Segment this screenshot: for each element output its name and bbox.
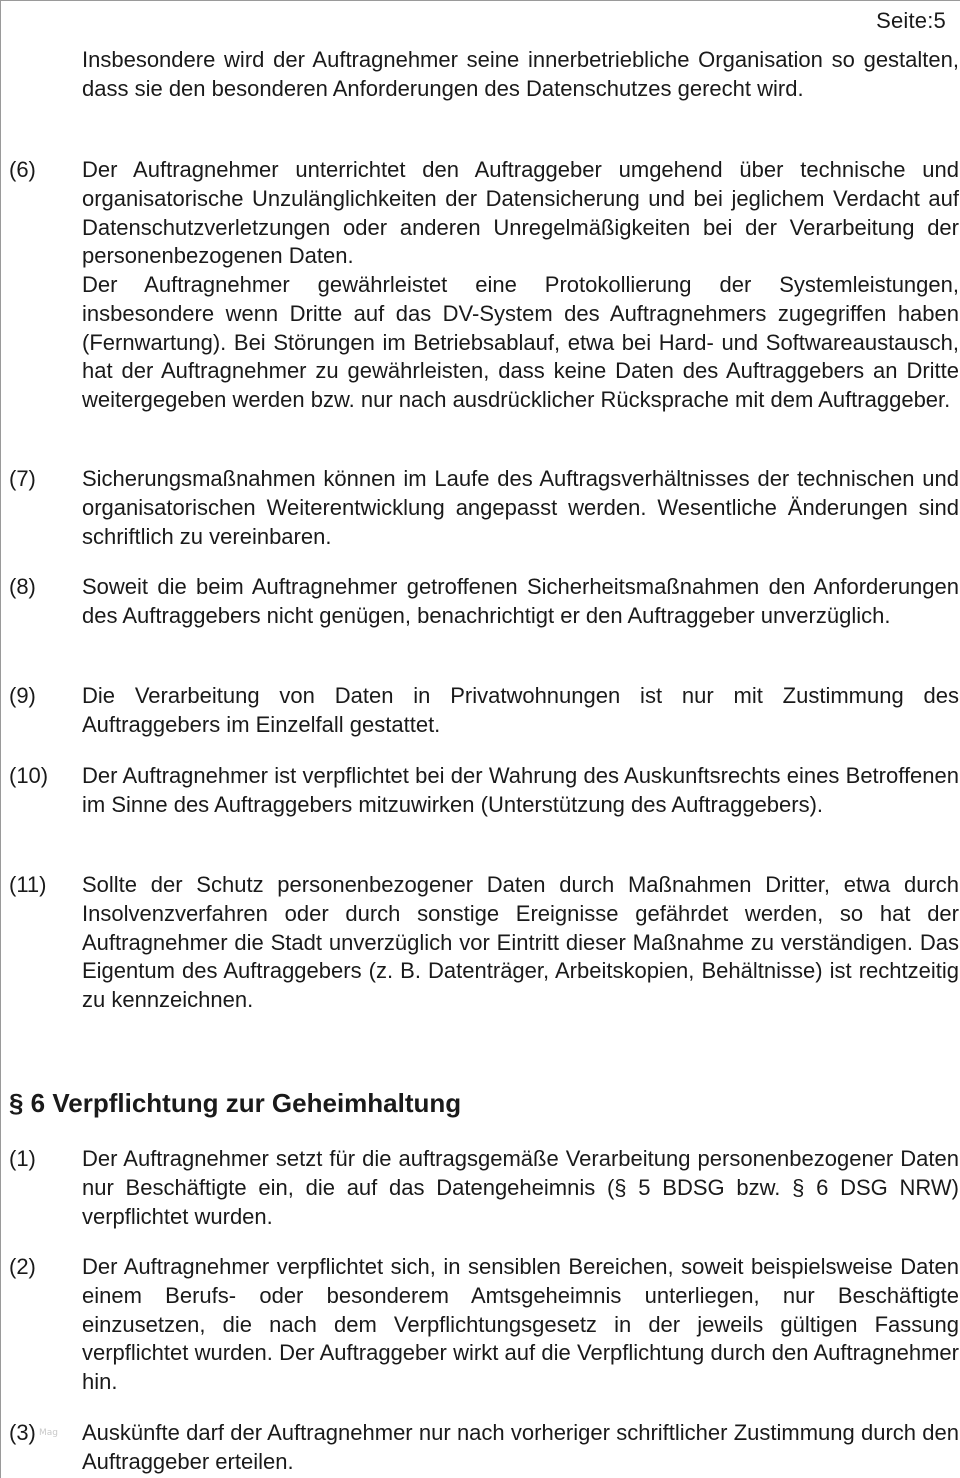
section-number: (8) [9,574,36,599]
section-number: (6) [9,157,36,182]
section-heading: § 6 Verpflichtung zur Geheimhaltung [9,1088,462,1118]
section-paragraph: Auskünfte darf der Auftragnehmer nur nach vorheriger schriftlicher Zustimmung durch den Auftraggeber erteilen. [82,1420,959,1474]
page-number: Seite:5 [876,8,946,33]
section-paragraph: Soweit die beim Auftragnehmer getroffenen Sicherheitsmaßnahmen den Anforderungen des Auftraggebers nicht genügen, benachrichtigt er den Auftraggeber unverzüglich. [82,574,959,628]
section-paragraph-group [82,156,959,415]
section-number: (1) [9,1146,36,1171]
section-paragraph: Sollte der Schutz personenbezogener Daten durch Maßnahmen Dritter, etwa durch Insolvenzverfahren oder durch sonstige Ereignisse gefährdet werden, so hat der Auftragnehmer die Stadt unverzüglich vor Eintritt dieser Maßnahme zu verständigen. Das Eigentum des Auftraggebers (z. B. Datenträger, Arbeitskopien, Behältnisse) ist rechtzeitig zu kennzeichnen. [82,872,959,1012]
section-paragraph: Der Auftragnehmer verpflichtet sich, in sensiblen Bereichen, soweit beispielsweise Daten einem Berufs- oder besonderem Amtsgeheimnis unterliegen, nur Beschäftigte einzusetzen, die nach dem Verpflichtungsgesetz in der jeweils gültigen Fassung verpflichtet wurden. Der Auftraggeber wirkt auf die Verpflichtung durch den Auftragnehmer hin. [82,1254,959,1394]
section-number: (3) [9,1420,36,1445]
section-paragraph: Der Auftragnehmer unterrichtet den Auftraggeber umgehend über technische und organisatorische Unzulänglichkeiten der Datensicherung und bei jeglichem Verdacht auf Datenschutzverletzungen oder anderen Unregelmäßigkeiten bei der Verarbeitung der personenbezogenen Daten. [82,157,959,269]
section-paragraph: Die Verarbeitung von Daten in Privatwohnungen ist nur mit Zustimmung des Auftraggebers im Einzelfall gestattet. [82,683,959,737]
section-number: (7) [9,466,36,491]
section-paragraph: Der Auftragnehmer setzt für die auftragsgemäße Verarbeitung personenbezogener Daten nur Beschäftigte ein, die auf das Datengeheimnis (§ 5 BDSG bzw. § 6 DSG NRW) verpflichtet wurden. [82,1146,959,1229]
section-paragraph: Der Auftragnehmer gewährleistet eine Protokollierung der Systemleistungen, insbesondere wenn Dritte auf das DV-System des Auftragnehmers zugegriffen haben (Fernwartung). Bei Störungen im Betriebsablauf, etwa bei Hard- und Softwareaustausch, hat der Auftragnehmer zu gewährleisten, dass keine Daten des Auftraggebers an Dritte weitergegeben werden bzw. nur nach ausdrücklicher Rücksprache mit dem Auftraggeber. [82,272,959,412]
section-paragraph: Sicherungsmaßnahmen können im Laufe des Auftragsverhältnisses der technischen und organisatorischen Weiterentwicklung angepasst werden. Wesentliche Änderungen sind schriftlich zu vereinbaren. [82,466,959,549]
section-number: (2) [9,1254,36,1279]
section-number: (11) [9,872,47,897]
section-number: (9) [9,683,36,708]
intro-paragraph: Insbesondere wird der Auftragnehmer seine innerbetriebliche Organisation so gestalten, dass sie den besonderen Anforderungen des Datenschutzes gerecht wird. [82,47,959,101]
section-paragraph: Der Auftragnehmer ist verpflichtet bei der Wahrung des Auskunftsrechts eines Betroffenen im Sinne des Auftraggebers mitzuwirken (Unterstützung des Auftraggebers). [82,763,959,817]
section-number: (10) [9,763,49,788]
watermark: Mag [39,1428,58,1438]
